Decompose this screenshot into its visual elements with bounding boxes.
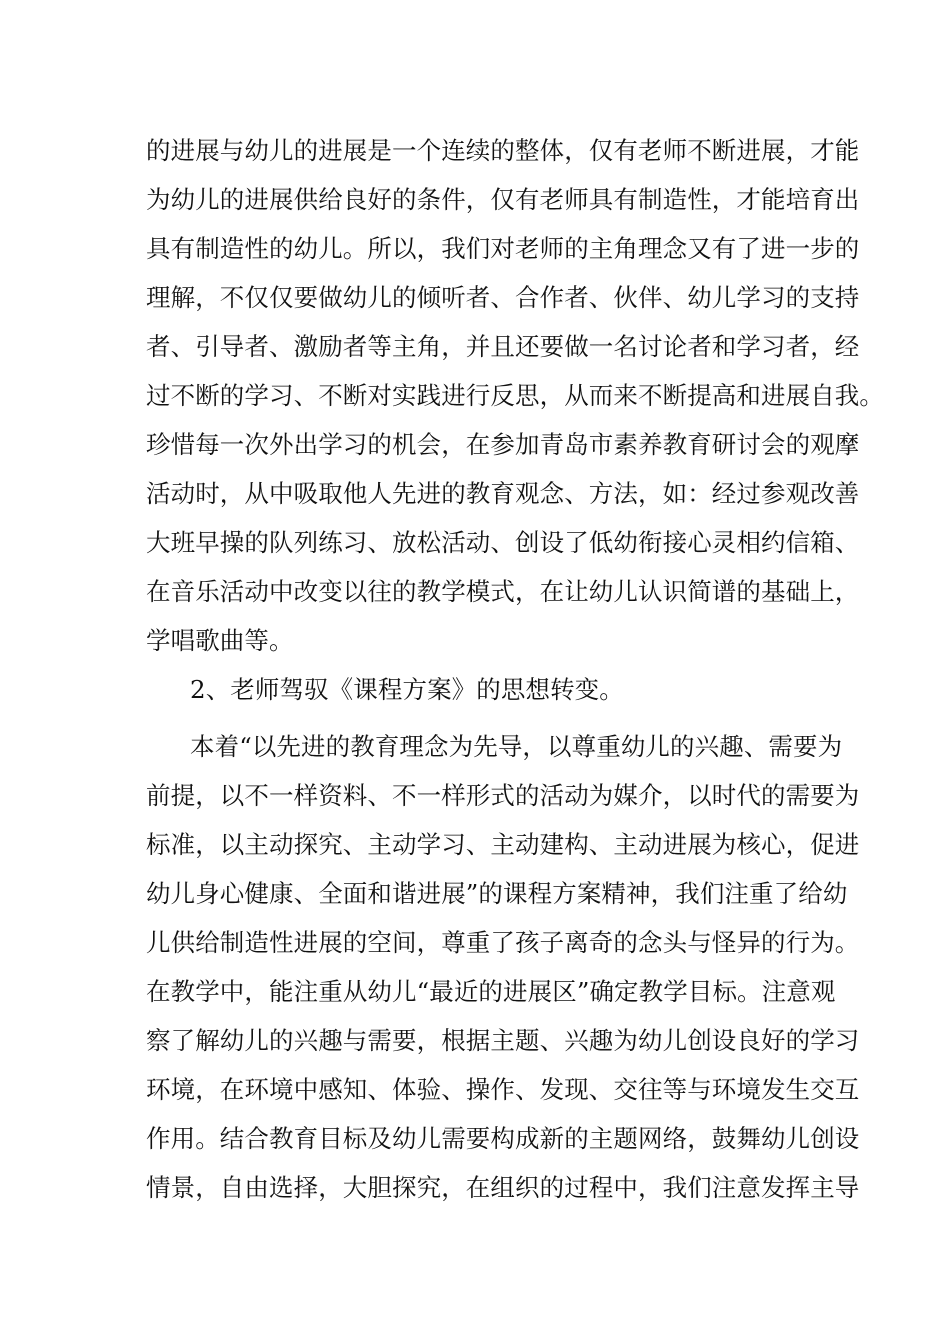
text-line: 在音乐活动中改变以往的教学模式，在让幼儿认识简谱的基础上， <box>146 577 860 606</box>
text-line: 幼儿身心健康、全面和谐进展”的课程方案精神，我们注重了给幼 <box>146 879 848 908</box>
text-line: 在教学中，能注重从幼儿“最近的进展区”确定教学目标。注意观 <box>146 977 836 1006</box>
text-line: 珍惜每一次外出学习的机会，在参加青岛市素养教育研讨会的观摩 <box>146 430 860 459</box>
text-line: 者、引导者、激励者等主角，并且还要做一名讨论者和学习者，经 <box>146 332 860 361</box>
text-line: 情景，自由选择，大胆探究，在组织的过程中，我们注意发挥主导 <box>146 1173 860 1202</box>
text-line: 前提，以不一样资料、不一样形式的活动为媒介，以时代的需要为 <box>146 781 860 810</box>
text-line: 儿供给制造性进展的空间，尊重了孩子离奇的念头与怪异的行为。 <box>146 928 860 957</box>
text-line: 的进展与幼儿的进展是一个连续的整体，仅有老师不断进展，才能 <box>146 136 860 165</box>
text-line: 作用。结合教育目标及幼儿需要构成新的主题网络，鼓舞幼儿创设 <box>146 1124 860 1153</box>
text-line: 活动时，从中吸取他人先进的教育观念、方法，如：经过参观改善 <box>146 479 860 508</box>
text-line: 具有制造性的幼儿。所以，我们对老师的主角理念又有了进一步的 <box>146 234 860 263</box>
text-line: 理解，不仅仅要做幼儿的倾听者、合作者、伙伴、幼儿学习的支持 <box>146 283 860 312</box>
text-line: 标准，以主动探究、主动学习、主动建构、主动进展为核心，促进 <box>146 830 860 859</box>
section-heading: 2、老师驾驭《课程方案》的思想转变。 <box>190 675 624 704</box>
text-line: 学唱歌曲等。 <box>146 626 294 655</box>
text-line: 过不断的学习、不断对实践进行反思，从而来不断提高和进展自我。 <box>146 381 884 410</box>
text-line: 大班早操的队列练习、放松活动、创设了低幼衔接心灵相约信箱、 <box>146 528 860 557</box>
text-line: 本着“以先进的教育理念为先导，以尊重幼儿的兴趣、需要为 <box>190 732 843 761</box>
text-line: 为幼儿的进展供给良好的条件，仅有老师具有制造性，才能培育出 <box>146 185 860 214</box>
text-line: 环境，在环境中感知、体验、操作、发现、交往等与环境发生交互 <box>146 1075 860 1104</box>
text-line: 察了解幼儿的兴趣与需要，根据主题、兴趣为幼儿创设良好的学习 <box>146 1026 860 1055</box>
